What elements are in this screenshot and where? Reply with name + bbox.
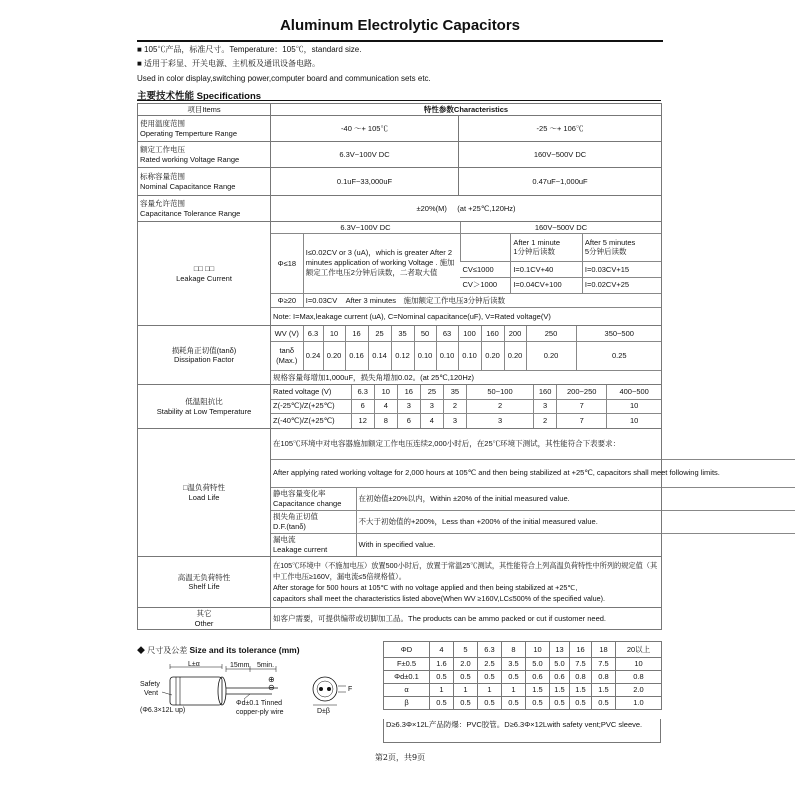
size-note-label: (Φ6.3×12L up) — [140, 707, 186, 714]
dissipation-wv-cell: 35 — [391, 326, 414, 341]
low-temp-r2-cell: 8 — [374, 413, 397, 428]
size-cell: 1 — [502, 684, 526, 697]
size-cell: 0.8 — [616, 671, 662, 684]
size-cell: 5.0 — [550, 658, 570, 671]
low-temp-r2-cell: 2 — [534, 413, 557, 428]
size-cell: 1.0 — [616, 697, 662, 710]
size-cell: 2.5 — [478, 658, 502, 671]
low-temp-r1-cell: 3 — [420, 399, 443, 413]
size-cell: 1 — [478, 684, 502, 697]
size-cell: 0.5 — [570, 697, 592, 710]
leakage-cv-le-1min: I=0.1CV+40 — [511, 261, 583, 277]
low-temp-rv-cell: 35 — [443, 385, 466, 399]
dissipation-tan-cell: 0.16 — [345, 341, 368, 370]
size-cell: 0.6 — [550, 671, 570, 684]
size-row — [384, 684, 662, 697]
dissipation-tan-cell: 0.10 — [458, 341, 481, 370]
size-table-note: D≥6.3Φ×12L产品防爆：PVC胶管。D≥6.3Φ×12Lwith safety vent;PVC sleeve. — [383, 719, 661, 743]
dissipation-wv-cell: 10 — [323, 326, 345, 341]
low-temp-rv-label: Rated voltage (V) — [273, 387, 332, 397]
rated-voltage-low: 6.3V~100V DC — [271, 142, 459, 168]
low-temp-rv-cell: 25 — [420, 385, 443, 399]
low-temp-r1-cell: 2 — [466, 399, 533, 413]
dissipation-tan-cell: 0.14 — [368, 341, 391, 370]
size-cell: 0.5 — [502, 671, 526, 684]
intro-line-2: ■ 适用于彩显、开关电源、主机板及通讯设备电路。 — [137, 59, 321, 68]
size-cell: 0.5 — [430, 671, 454, 684]
load-life-df-value: 不大于初始值的+200%，Less than +200% of the initial measured value. — [356, 510, 795, 533]
low-temp-rv-cell: 6.3 — [351, 385, 374, 399]
size-cell: 0.6 — [526, 671, 550, 684]
low-temp-r1-label: Z(-25℃)/Z(+25℃) — [271, 399, 351, 413]
size-cell: 0.5 — [526, 697, 550, 710]
size-header-cell: 4 — [430, 642, 454, 658]
intro-line-3: Used in color display,switching power,computer board and communication sets etc. — [137, 74, 431, 83]
items-header: 项目Items — [138, 104, 271, 116]
rated-voltage-label: 额定工作电压 Rated working Voltage Range — [138, 142, 271, 168]
f-label: F — [348, 686, 353, 693]
low-temp-r1-cell: 3 — [397, 399, 420, 413]
size-header-cell: 18 — [592, 642, 616, 658]
dissipation-tan-label: tanδ (Max.) — [271, 341, 303, 370]
specifications-table — [137, 103, 720, 630]
low-temp-r1-cell: 3 — [534, 399, 557, 413]
size-cell: 5.0 — [526, 658, 550, 671]
low-temp-rv-cell: 160 — [534, 385, 557, 399]
operating-temp-label: 使用温度范围 Operating Temperture Range — [138, 116, 271, 142]
size-header-cell: 6.3 — [478, 642, 502, 658]
tolerance-value: ±20%(M) (at +25℃,120Hz) — [271, 196, 662, 222]
characteristics-header: 特性参数Characteristics — [271, 104, 662, 116]
safety-label: Safety — [140, 681, 160, 688]
size-row — [384, 697, 662, 710]
dissipation-tan-row — [271, 341, 662, 370]
size-cell: 1.5 — [570, 684, 592, 697]
leakage-block — [271, 222, 662, 326]
low-temp-r1-cell: 6 — [351, 399, 374, 413]
low-temp-40-row — [271, 413, 661, 428]
dissipation-tan-cell: 0.20 — [323, 341, 345, 370]
size-cell: 0.8 — [592, 671, 616, 684]
leakage-note: Note: I=Max,leakage current (uA), C=Nominal capacitance(uF), V=Rated voltage(V) — [271, 308, 661, 325]
low-temp-r2-cell: 3 — [466, 413, 533, 428]
load-life-desc-cn: 在105℃环境中对电容器施加额定工作电压连续2,000小时后，在25℃环境下测试，其性能符合下表要求： — [273, 439, 621, 449]
dissipation-wv-cell: 200 — [504, 326, 526, 341]
load-life-lc-value: With in specified value. — [356, 533, 795, 556]
dissipation-tan-cell: 0.20 — [481, 341, 504, 370]
size-cell: 7.5 — [592, 658, 616, 671]
tolerance-label: 容量允许范围 Capacitance Tolerance Range — [138, 196, 271, 222]
size-cell: 0.5 — [592, 697, 616, 710]
load-life-label: □温负荷特性 Load Life — [138, 429, 271, 557]
end-view-outer — [313, 677, 337, 701]
dissipation-tan-cell: 0.10 — [436, 341, 458, 370]
shelf-life-label: 高温无负荷特性 Shelf Life — [138, 557, 271, 608]
size-header-row — [384, 642, 662, 658]
low-temp-r1-cell: 2 — [443, 399, 466, 413]
leakage-cv-le-5min: I=0.03CV+15 — [582, 261, 661, 277]
load-life-df-label: 损失角正切值 D.F.(tanδ) — [271, 510, 356, 533]
size-cell: 7.5 — [570, 658, 592, 671]
wire-label-2: copper-ply wire — [236, 709, 284, 716]
dissipation-tan-cell: 0.20 — [504, 341, 526, 370]
dissipation-wv-cell: 6.3 — [303, 326, 323, 341]
size-cell: 2.0 — [454, 658, 478, 671]
l-alpha-label: L±α — [188, 661, 200, 668]
dissipation-wv-cell: 160 — [481, 326, 504, 341]
leakage-phi20: Φ≥20 — [271, 293, 303, 308]
size-header-cell: 5 — [454, 642, 478, 658]
size-header-cell: ΦD — [384, 642, 430, 658]
size-header-cell: 16 — [570, 642, 592, 658]
leakage-label: □□ □□ Leakage Current — [138, 222, 271, 326]
dissipation-note: 规格容量每增加1,000uF，损失角增加0.02。(at 25℃,120Hz) — [271, 370, 662, 384]
wire-label-1: Φd±0.1 Tinned — [236, 700, 283, 707]
low-temp-r1-cell: 7 — [557, 399, 607, 413]
vent-label: Vent — [144, 690, 159, 697]
leakage-cv-gt-5min: I=0.02CV+25 — [582, 277, 661, 293]
page-title: Aluminum Electrolytic Capacitors — [279, 17, 521, 34]
low-temp-r2-cell: 4 — [420, 413, 443, 428]
size-header-cell: 8 — [502, 642, 526, 658]
size-cell: 1 — [454, 684, 478, 697]
capacitance-range-high: 0.47uF~1,000uF — [459, 168, 662, 196]
size-cell: 0.5 — [550, 697, 570, 710]
leakage-after-1-minute: After 1 minute 1分钟后读数 — [511, 234, 583, 262]
dissipation-tan-cell: 0.24 — [303, 341, 323, 370]
low-temp-rv-cell: 10 — [374, 385, 397, 399]
operating-temp-low: -40 ～+ 105℃ — [271, 116, 459, 142]
size-cell: 3.5 — [502, 658, 526, 671]
load-life-lc-label: 漏电流 Leakage current — [271, 533, 356, 556]
specifications-rule — [137, 100, 661, 101]
load-life-cap-change-value: 在初始值±20%以内，Within ±20% of the initial measured value. — [356, 487, 795, 510]
leakage-high-voltage: 160V~500V DC — [460, 222, 661, 234]
shelf-life-text: 在105℃环境中（不施加电压）放置500小时后，放置于常温25℃测试，其性能符合上列高温负荷特性中所列的规定值（其中工作电压≥160V，漏电流≤5倍规格值）。 After storage for 500 hours at 105℃ with no voltage applied and then being stabilized at +25℃, capacitors shall meet the characteristics listed above(When WV ≥160V,LC≤500% of the specified value). — [271, 557, 662, 608]
dissipation-wv-cell: 25 — [368, 326, 391, 341]
capacitance-range-label: 标称容量范围 Nominal Capacitance Range — [138, 168, 271, 196]
low-temp-r2-cell: 12 — [351, 413, 374, 428]
dissipation-wv-cell: 50 — [414, 326, 436, 341]
dissipation-label: 损耗角正切值(tanδ) Dissipation Factor — [138, 326, 271, 385]
size-header-cell: 20以上 — [616, 642, 662, 658]
low-temp-rv-cell: 50~100 — [466, 385, 533, 399]
leakage-phi18: Φ≤18 — [271, 234, 303, 293]
capacitor-body — [170, 677, 222, 705]
low-temp-r2-cell: 6 — [397, 413, 420, 428]
leakage-low-voltage: 6.3V~100V DC — [340, 222, 391, 232]
leakage-cv-le-1000: CV≤1000 — [460, 261, 510, 277]
size-table — [383, 641, 662, 710]
dissipation-wv-cell: 250 — [526, 326, 576, 341]
low-temp-rv-cell: 200~250 — [557, 385, 607, 399]
size-cell: Φd±0.1 — [384, 671, 430, 684]
specifications-heading: 主要技术性能 Specifications — [137, 91, 262, 102]
page-footer: 第2页，共9页 — [374, 753, 426, 762]
dissipation-wv-cell: 350~500 — [576, 326, 662, 341]
leakage-phi18-text: I≤0.02CV or 3 (uA)，which is greater After 2 minutes application of working Voltage . 施加额定工作电压2分钟后读数，二者取大值 — [303, 234, 460, 293]
dissipation-wv-row — [271, 326, 662, 341]
size-header-cell: 13 — [550, 642, 570, 658]
leakage-cv-gt-1000: CV＞1000 — [460, 277, 510, 293]
low-temp-r2-label: Z(-40℃)/Z(+25℃) — [271, 413, 351, 428]
load-life-cap-change-label: 静电容量变化率 Capacitance change — [271, 487, 356, 510]
dissipation-wv-cell: 16 — [345, 326, 368, 341]
other-text: 如客户需要，可提供编带或切脚加工品。The products can be ammo packed or cut if customer need. — [271, 608, 662, 630]
rated-voltage-high: 160V~500V DC — [459, 142, 662, 168]
dissipation-wv-label: WV (V) — [274, 328, 299, 338]
size-cell: 0.5 — [454, 671, 478, 684]
size-cell: 1 — [430, 684, 454, 697]
low-temp-rv-cell: 16 — [397, 385, 420, 399]
size-cell: 1.5 — [592, 684, 616, 697]
dissipation-tan-cell: 0.12 — [391, 341, 414, 370]
size-cell: 0.5 — [430, 697, 454, 710]
size-cell: 1.5 — [550, 684, 570, 697]
load-life-block — [271, 429, 720, 557]
other-label: 其它 Other — [138, 608, 271, 630]
capacitor-dimension-drawing — [140, 655, 376, 721]
dissipation-tan-cell: 0.10 — [414, 341, 436, 370]
low-temp-rv-cell: 400~500 — [607, 385, 661, 399]
size-cell: 0.5 — [454, 697, 478, 710]
low-temp-block — [271, 385, 662, 429]
size-cell: F±0.5 — [384, 658, 430, 671]
load-life-desc-en: After applying rated working voltage for 2,000 hours at 105℃ and then being stabilized at +25℃, capacitors shall meet following limits. — [271, 459, 795, 487]
size-cell: 0.8 — [570, 671, 592, 684]
minus-icon: ⊖ — [268, 683, 275, 692]
size-cell: 0.5 — [478, 697, 502, 710]
capacitance-range-low: 0.1uF~33,000uF — [271, 168, 459, 196]
size-cell: 1.5 — [526, 684, 550, 697]
dissipation-tan-cell: 0.20 — [526, 341, 576, 370]
title-rule — [137, 40, 663, 42]
size-header-cell: 10 — [526, 642, 550, 658]
size-cell: α — [384, 684, 430, 697]
size-cell: β — [384, 697, 430, 710]
low-temp-r2-cell: 10 — [607, 413, 661, 428]
low-temp-25-row — [271, 399, 661, 413]
dissipation-wv-cell: 100 — [458, 326, 481, 341]
size-cell: 1.6 — [430, 658, 454, 671]
dissipation-wv-cell: 63 — [436, 326, 458, 341]
lead-5min-label: 5min. — [257, 662, 275, 669]
size-cell: 10 — [616, 658, 662, 671]
size-heading: ◆ 尺寸及公差 Size and its tolerance (mm) — [137, 645, 300, 655]
d-beta-label: D±β — [317, 708, 330, 715]
low-temp-label: 低温阻抗比 Stability at Low Temperature — [138, 385, 271, 429]
low-temp-r1-cell: 10 — [607, 399, 661, 413]
size-row — [384, 671, 662, 684]
size-cell: 0.5 — [502, 697, 526, 710]
plus-icon: ⊕ — [268, 675, 275, 684]
low-temp-r2-cell: 3 — [443, 413, 466, 428]
size-cell: 2.0 — [616, 684, 662, 697]
leakage-cv-gt-1min: I=0.04CV+100 — [511, 277, 583, 293]
intro-line-1: ■ 105℃产品，标准尺寸。Temperature：105℃，standard size. — [137, 45, 362, 54]
low-temp-voltage-row — [271, 385, 661, 399]
dissipation-tan-cell: 0.25 — [576, 341, 662, 370]
leakage-after-5-minutes: After 5 minutes 5分钟后读数 — [582, 234, 661, 262]
low-temp-r1-cell: 4 — [374, 399, 397, 413]
size-cell: 0.5 — [478, 671, 502, 684]
low-temp-r2-cell: 7 — [557, 413, 607, 428]
leakage-phi20-text: I=0.03CV After 3 minutes 施加额定工作电压3分钟后读数 — [303, 293, 661, 308]
operating-temp-high: -25 ～+ 106℃ — [459, 116, 662, 142]
size-row — [384, 658, 662, 671]
dissipation-block — [271, 326, 662, 385]
lead-15mm-label: 15mm — [230, 662, 250, 669]
